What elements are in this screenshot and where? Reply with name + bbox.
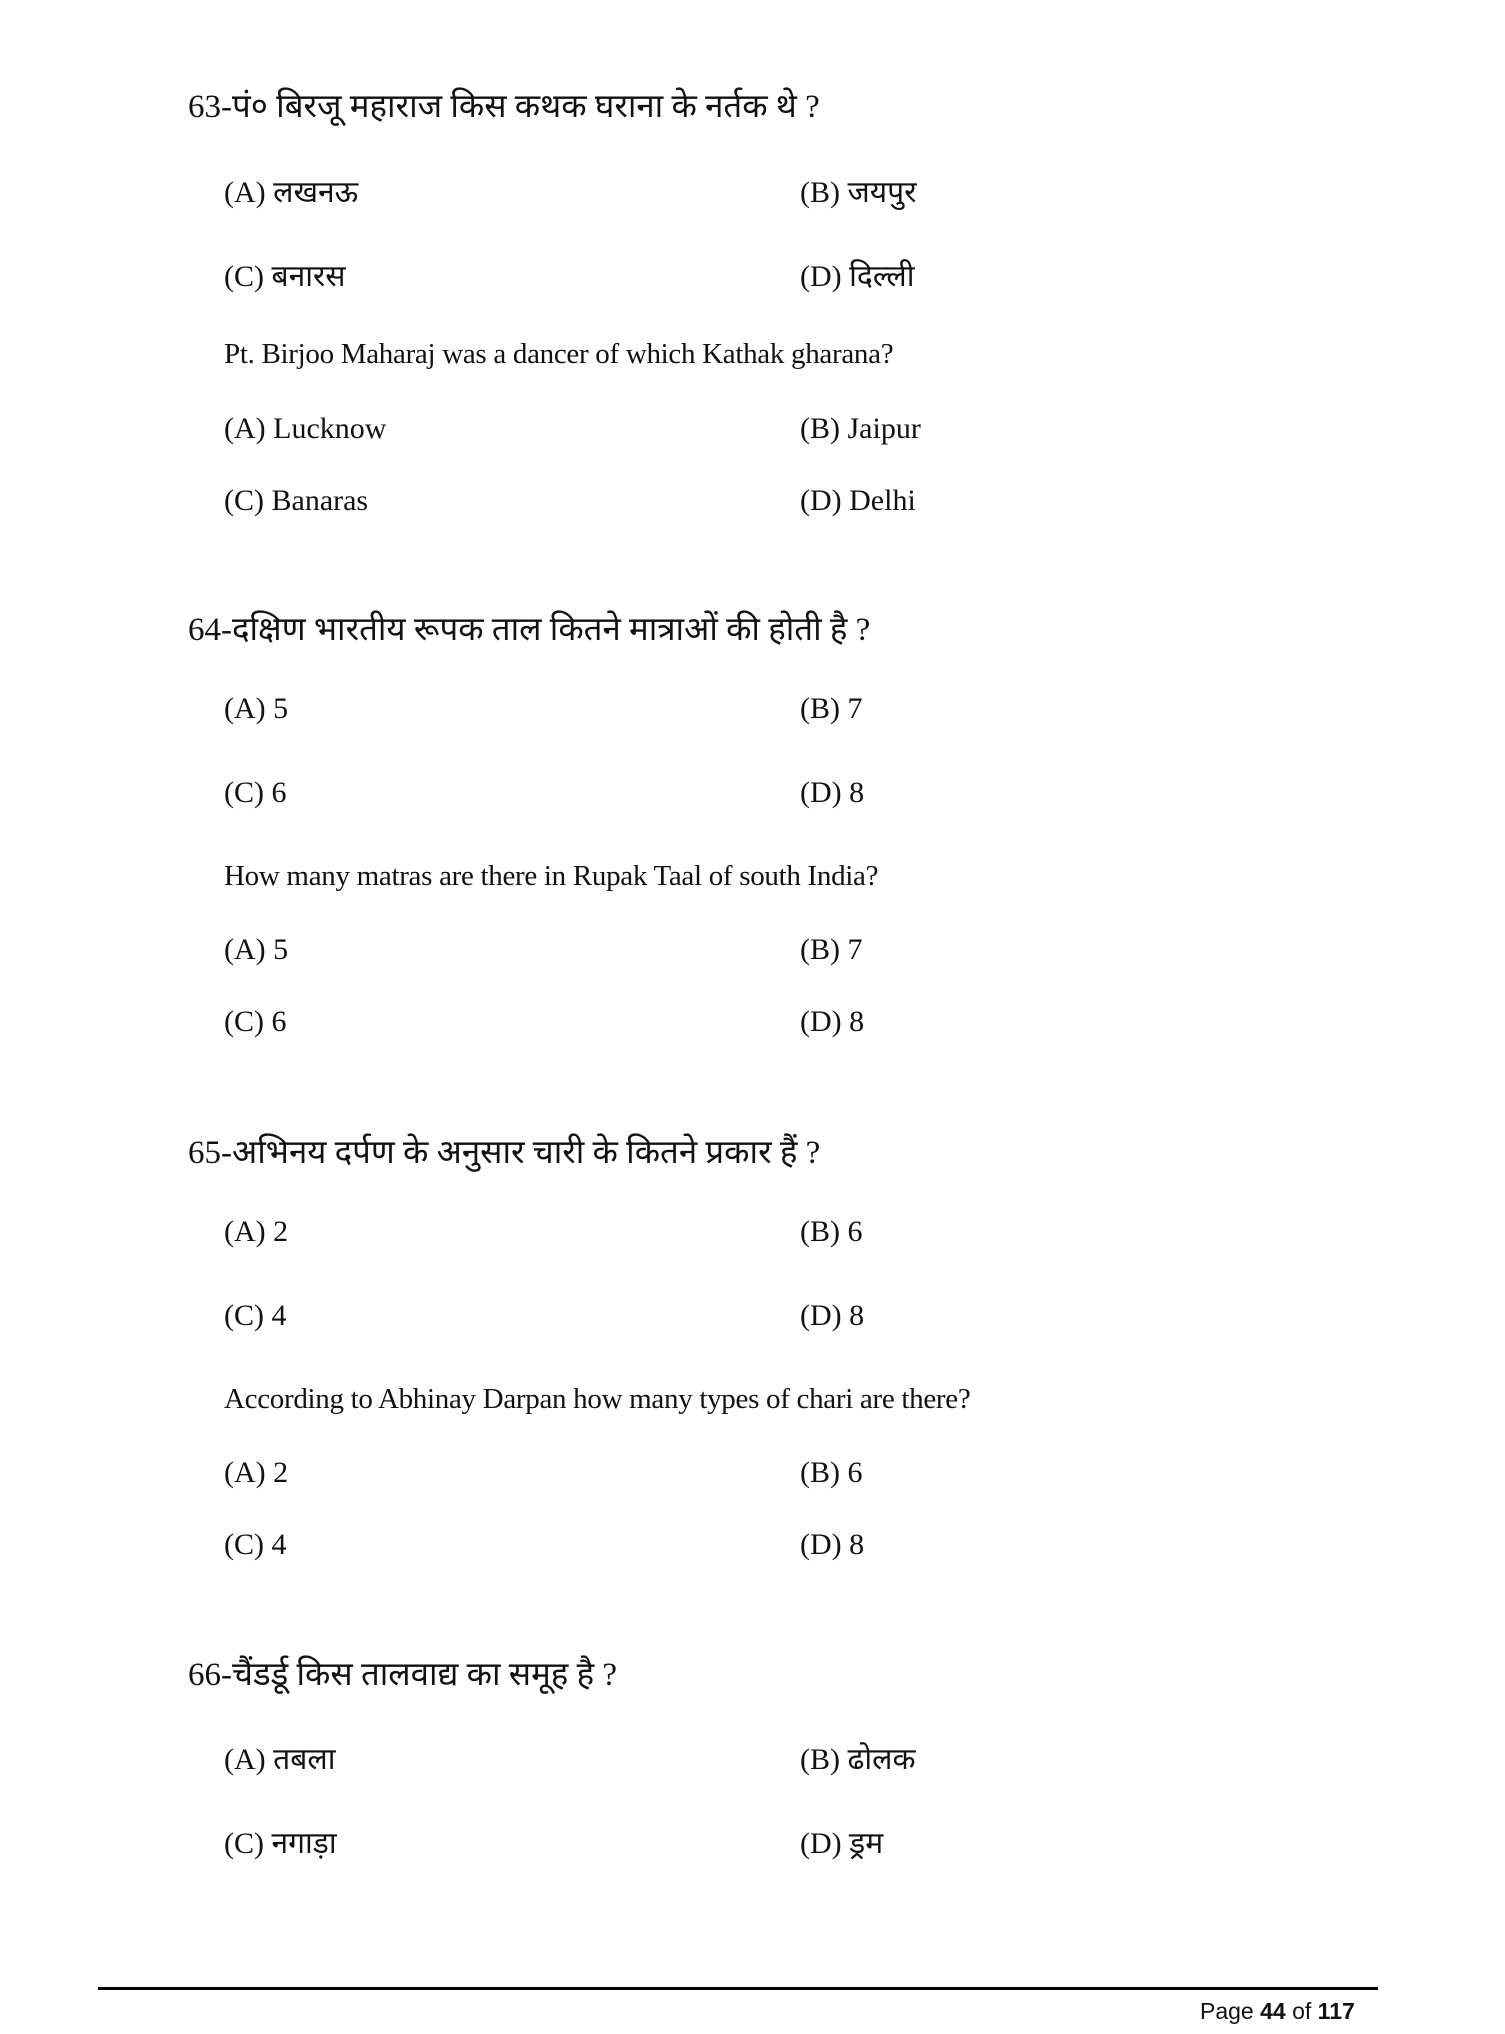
q65-hindi-option-c: (C) 4 xyxy=(224,1299,287,1332)
q64-hindi-option-d: (D) 8 xyxy=(800,776,865,809)
q63-hindi-option-a: (A) लखनऊ xyxy=(224,176,359,209)
q63-english-option-a: (A) Lucknow xyxy=(224,412,387,445)
page-prefix: Page xyxy=(1200,1998,1261,2024)
q64-hindi-option-b: (B) 7 xyxy=(800,692,863,725)
q65-hindi-option-d: (D) 8 xyxy=(800,1299,865,1332)
question-63-english-text: Pt. Birjoo Maharaj was a dancer of which Kathak gharana? xyxy=(224,338,894,370)
question-66-hindi-text: 66-चैंडर्डू किस तालवाद्य का समूह है ? xyxy=(188,1657,617,1693)
q64-hindi-option-c: (C) 6 xyxy=(224,776,287,809)
q64-english-option-c: (C) 6 xyxy=(224,1005,287,1038)
q65-hindi-option-b: (B) 6 xyxy=(800,1215,863,1248)
question-65-hindi-text: 65-अभिनय दर्पण के अनुसार चारी के कितने प्रकार हैं ? xyxy=(188,1135,821,1171)
q66-hindi-option-c: (C) नगाड़ा xyxy=(224,1827,337,1860)
q63-english-option-d: (D) Delhi xyxy=(800,484,916,517)
q65-english-option-c: (C) 4 xyxy=(224,1528,287,1561)
q63-hindi-option-b: (B) जयपुर xyxy=(800,176,917,209)
q64-english-option-b: (B) 7 xyxy=(800,933,863,966)
page-number xyxy=(1200,1998,1355,2025)
question-63-hindi-text: 63-पं० बिरजू महाराज किस कथक घराना के नर्तक थे ? xyxy=(188,89,820,125)
page-total: 117 xyxy=(1317,1998,1355,2024)
q64-hindi-option-a: (A) 5 xyxy=(224,692,289,725)
q65-hindi-option-a: (A) 2 xyxy=(224,1215,289,1248)
q63-hindi-option-d: (D) दिल्ली xyxy=(800,260,915,293)
footer-rule xyxy=(98,1987,1378,1990)
q66-hindi-option-b: (B) ढोलक xyxy=(800,1743,916,1776)
question-65-english-text: According to Abhinay Darpan how many types of chari are there? xyxy=(224,1383,971,1415)
q66-hindi-option-d: (D) ड्रम xyxy=(800,1827,884,1860)
question-64-hindi-text: 64-दक्षिण भारतीय रूपक ताल कितने मात्राओं की होती है ? xyxy=(188,612,871,648)
q63-english-option-b: (B) Jaipur xyxy=(800,412,921,445)
page-current: 44 xyxy=(1260,1998,1286,2024)
q65-english-option-d: (D) 8 xyxy=(800,1528,865,1561)
q65-english-option-b: (B) 6 xyxy=(800,1456,863,1489)
q66-hindi-option-a: (A) तबला xyxy=(224,1743,336,1776)
q63-english-option-c: (C) Banaras xyxy=(224,484,369,517)
question-64-english-text: How many matras are there in Rupak Taal of south India? xyxy=(224,860,879,892)
q64-english-option-d: (D) 8 xyxy=(800,1005,865,1038)
q65-english-option-a: (A) 2 xyxy=(224,1456,289,1489)
q64-english-option-a: (A) 5 xyxy=(224,933,289,966)
page-separator: of xyxy=(1285,1998,1318,2024)
q63-hindi-option-c: (C) बनारस xyxy=(224,260,346,293)
